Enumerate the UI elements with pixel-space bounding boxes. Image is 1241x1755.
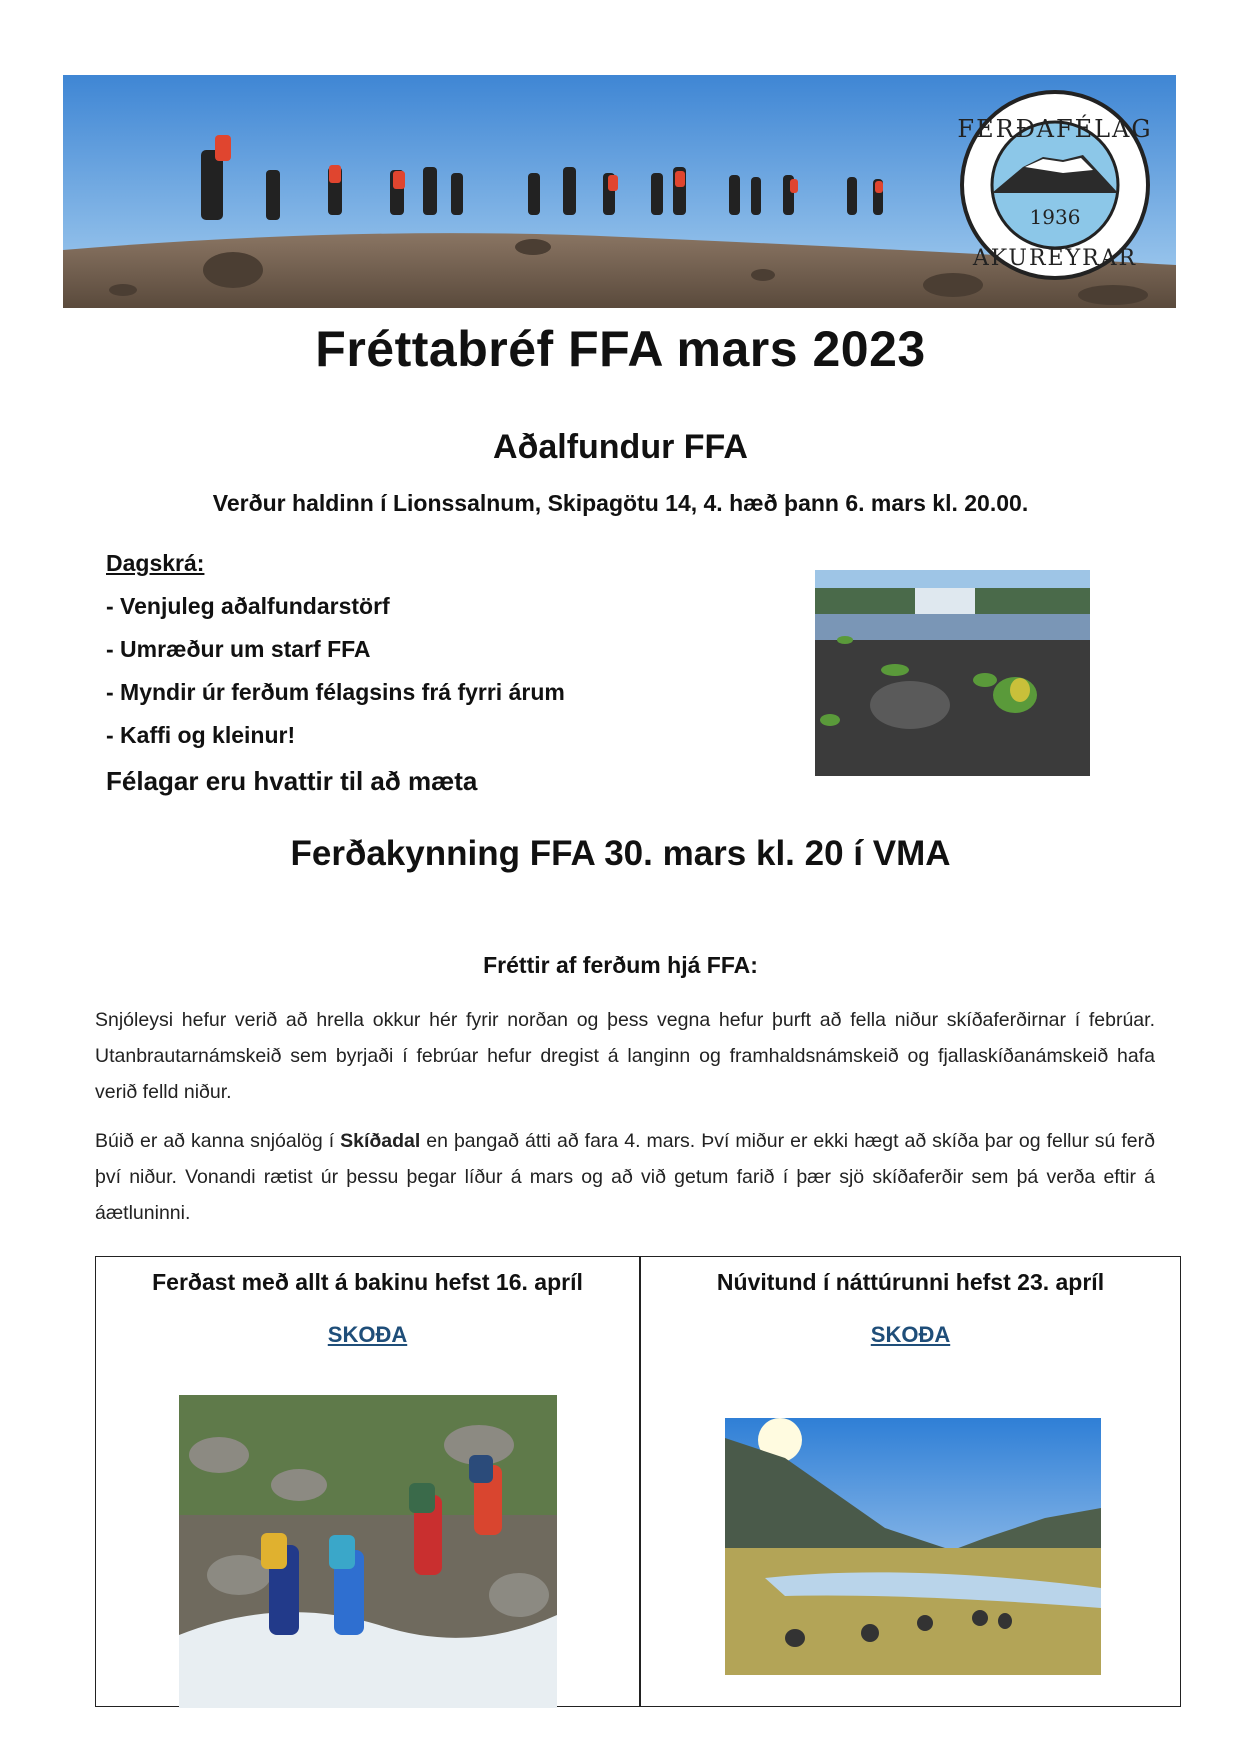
agenda-heading: Dagskrá: bbox=[106, 550, 205, 576]
river-crossing-photo bbox=[179, 1395, 557, 1708]
news-heading: Fréttir af ferðum hjá FFA: bbox=[483, 952, 758, 978]
course-title: Ferðast með allt á bakinu hefst 16. apríl bbox=[152, 1269, 583, 1295]
page-title: Fréttabréf FFA mars 2023 bbox=[315, 321, 926, 377]
encourage-text: Félagar eru hvattir til að mæta bbox=[106, 766, 478, 796]
logo-year: 1936 bbox=[1029, 205, 1081, 229]
courses-table bbox=[95, 1256, 1181, 1707]
valley-photo bbox=[725, 1418, 1101, 1675]
course-link-1[interactable]: SKOÐA bbox=[327, 1322, 408, 1347]
waterfall-photo bbox=[815, 570, 1090, 776]
agenda-item: - Kaffi og kleinur! bbox=[106, 722, 296, 748]
news-paragraph-2: Búið er að kanna snjóalög í Skíðadal en þangað átti að fara 4. mars. Því miður er ekki hægt að skíða þar og fellur sú ferð því niður. Vonandi rætist úr þessu þegar líður á mars og að við getum farið í þær sjö skíðaferðir sem þá verða eftir á áætluninni. bbox=[95, 1130, 1155, 1224]
agenda-item: - Venjuleg aðalfundarstörf bbox=[106, 593, 390, 619]
meeting-place: Verður haldinn í Lionssalnum, Skipagötu 14, 4. hæð þann 6. mars kl. 20.00. bbox=[212, 490, 1029, 516]
agenda-item: - Umræður um starf FFA bbox=[106, 636, 371, 662]
course-link-2[interactable]: SKOÐA bbox=[870, 1322, 951, 1347]
agenda bbox=[106, 542, 565, 757]
logo-text-bottom: AKUREYRAR bbox=[972, 246, 1138, 271]
agenda-item: - Myndir úr ferðum félagsins frá fyrri árum bbox=[106, 679, 565, 705]
course-title: Núvitund í náttúrunni hefst 23. apríl bbox=[716, 1269, 1105, 1295]
meeting-heading: Aðalfundur FFA bbox=[493, 428, 748, 466]
logo-text-top: FERÐAFÉLAG bbox=[957, 115, 1153, 143]
header-banner bbox=[63, 75, 1176, 308]
intro-heading: Ferðakynning FFA 30. mars kl. 20 í VMA bbox=[290, 834, 951, 873]
place-name: Skíðadal bbox=[340, 1130, 421, 1152]
news-paragraph-1: Snjóleysi hefur verið að hrella okkur hér fyrir norðan og þess vegna hefur þurft að fella niður skíðaferðirnar í febrúar. Utanbrautarnámskeið sem byrjaði í febrúar hefur dregist á langinn og framhaldsnámskeið og fjallaskíðanámskeið hafa verið felld niður. bbox=[95, 1009, 1155, 1103]
